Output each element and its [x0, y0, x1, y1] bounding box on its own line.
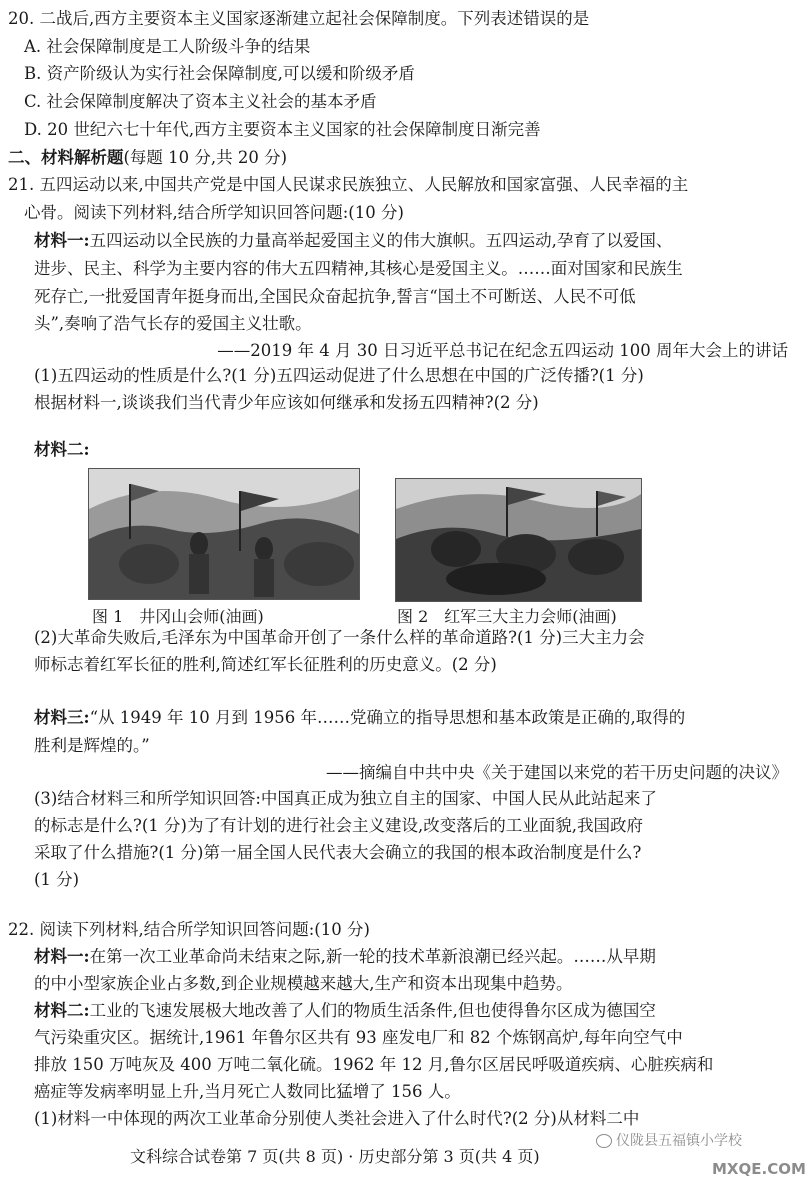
q21-material2-label: 材料二: [34, 440, 90, 459]
q22-material2-line-2: 气污染重灾区。据统计,1961 年鲁尔区共有 93 座发电厂和 82 个炼钢高炉,每年向空气中 [34, 1028, 683, 1047]
q21-material1-line-1 [34, 228, 672, 254]
q22-material1-text: 在第一次工业革命尚未结束之际,新一轮的技术革新浪潮已经兴起。……从早期 [89, 947, 656, 966]
q21-material3-line-1 [34, 705, 685, 731]
figure-three-armies-painting [395, 478, 642, 602]
q20-option-b: B. 资产阶级认为实行社会保障制度,可以缓和阶级矛盾 [24, 64, 415, 83]
watermark-site: MXQE.COM [712, 1160, 806, 1178]
q22-material1-line-1 [34, 944, 656, 970]
q21-material3-label: 材料三: [34, 708, 90, 727]
q22-material2-line-4: 癌症等发病率明显上升,当月死亡人数同比猛增了 156 人。 [34, 1082, 461, 1101]
page-footer: 文科综合试卷第 7 页(共 8 页) · 历史部分第 3 页(共 4 页) [130, 1147, 540, 1166]
q21-stem-line-2: 心骨。阅读下列材料,结合所学知识回答问题:(10 分) [24, 203, 404, 222]
q22-material2-text: 工业的飞速发展极大地改善了人们的物质生活条件,但也使得鲁尔区成为德国空 [89, 1001, 656, 1020]
q21-sub3-line-4: (1 分) [34, 870, 80, 889]
q21-material1-line-4: 头”,奏响了浩气长存的爱国主义壮歌。 [34, 314, 312, 333]
q22-material2-line-3: 排放 150 万吨灰及 400 万吨二氧化硫。1962 年 12 月,鲁尔区居民呼吸道疾病、心脏疾病和 [34, 1055, 714, 1074]
q21-stem-line-1: 21. 五四运动以来,中国共产党是中国人民谋求民族独立、人民解放和国家富强、人民幸福的主 [8, 175, 689, 194]
section2-title: 二、材料解析题 [8, 148, 124, 167]
q21-material1-source: ——2019 年 4 月 30 日习近平总书记在纪念五四运动 100 周年大会上的讲话 [217, 341, 788, 360]
section2-note: (每题 10 分,共 20 分) [123, 148, 288, 167]
q21-material3-line-2: 胜利是辉煌的。” [34, 736, 150, 755]
q22-material2-label: 材料二: [34, 1001, 90, 1020]
q21-sub1-line-2: 根据材料一,谈谈我们当代青少年应该如何继承和发扬五四精神?(2 分) [34, 393, 539, 412]
q20-option-d: D. 20 世纪六七十年代,西方主要资本主义国家的社会保障制度日渐完善 [24, 120, 541, 139]
figure-jinggangshan-painting [88, 468, 360, 600]
q22-stem: 22. 阅读下列材料,结合所学知识回答问题:(10 分) [8, 920, 370, 939]
q21-material3-source: ——摘编自中共中央《关于建国以来党的若干历史问题的决议》 [326, 763, 788, 782]
q22-material1-line-2: 的中小型家族企业占多数,到企业规模越来越大,生产和资本出现集中趋势。 [34, 974, 573, 993]
q21-material3-text: “从 1949 年 10 月到 1956 年……党确立的指导思想和基本政策是正确的,取得的 [89, 708, 686, 727]
painting-2-illustration [396, 479, 641, 601]
watermark-account [596, 1128, 742, 1154]
q21-sub3-line-1: (3)结合材料三和所学知识回答:中国真正成为独立自主的国家、中国人民从此站起来了 [34, 789, 657, 808]
q22-material2-line-1 [34, 998, 656, 1024]
section2-heading [8, 145, 287, 171]
q21-sub2-line-2: 师标志着红军长征的胜利,简述红军长征胜利的历史意义。(2 分) [34, 655, 497, 674]
q21-material1-text: 五四运动以全民族的力量高举起爱国主义的伟大旗帜。五四运动,孕育了以爱国、 [89, 231, 673, 250]
wechat-icon [596, 1134, 612, 1148]
q20-option-c: C. 社会保障制度解决了资本主义社会的基本矛盾 [24, 92, 377, 111]
q21-sub3-line-2: 的标志是什么?(1 分)为了有计划的进行社会主义建设,改变落后的工业面貌,我国政府 [34, 816, 643, 835]
q20-stem: 20. 二战后,西方主要资本主义国家逐渐建立起社会保障制度。下列表述错误的是 [8, 9, 590, 28]
q21-sub1-line-1: (1)五四运动的性质是什么?(1 分)五四运动促进了什么思想在中国的广泛传播?(1 分) [34, 366, 644, 385]
watermark-account-text: 仪陇县五福镇小学校 [616, 1133, 742, 1149]
q22-sub1-line-1: (1)材料一中体现的两次工业革命分别使人类社会进入了什么时代?(2 分)从材料二中 [34, 1109, 640, 1128]
q22-material1-label: 材料一: [34, 947, 90, 966]
q21-sub3-line-3: 采取了什么措施?(1 分)第一届全国人民代表大会确立的我国的根本政治制度是什么? [34, 843, 642, 862]
q21-material1-label: 材料一: [34, 231, 90, 250]
painting-1-illustration [89, 469, 359, 599]
q21-sub2-line-1: (2)大革命失败后,毛泽东为中国革命开创了一条什么样的革命道路?(1 分)三大主力会 [34, 628, 645, 647]
figure-1-caption: 图 1 井冈山会师(油画) [92, 607, 264, 626]
q21-material1-line-2: 进步、民主、科学为主要内容的伟大五四精神,其核心是爱国主义。……面对国家和民族生 [34, 259, 683, 278]
q20-option-a: A. 社会保障制度是工人阶级斗争的结果 [24, 37, 311, 56]
q21-material1-line-3: 死存亡,一批爱国青年挺身而出,全国民众奋起抗争,誓言“国土不可断送、人民不可低 [34, 287, 636, 306]
figure-2-caption: 图 2 红军三大主力会师(油画) [397, 607, 617, 626]
